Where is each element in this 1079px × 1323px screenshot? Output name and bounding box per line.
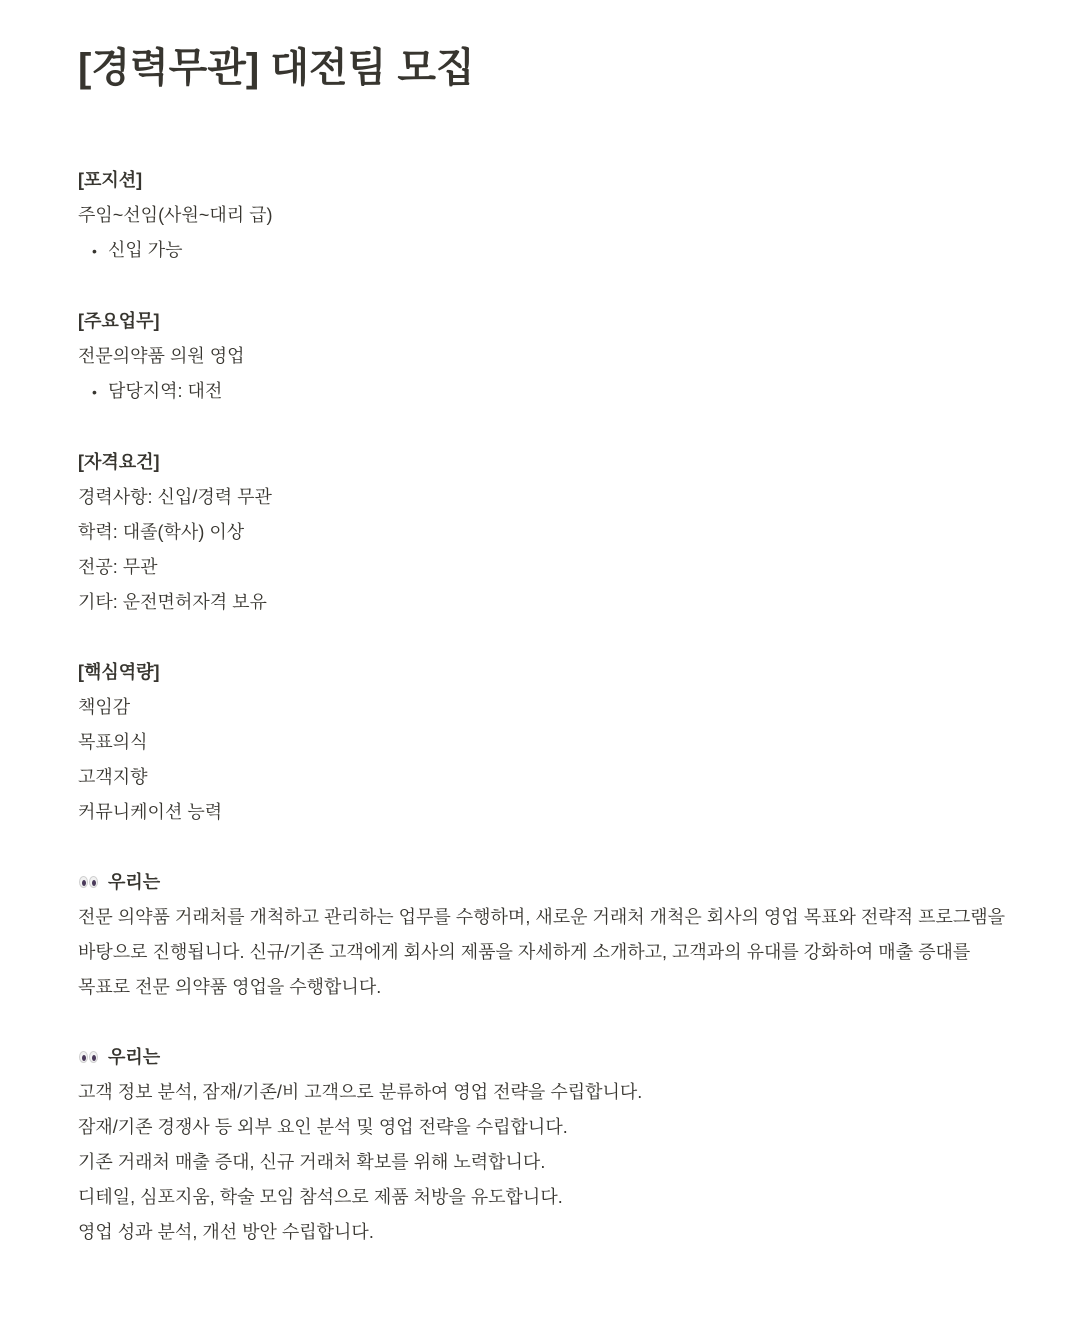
text-line: 책임감 (78, 697, 131, 717)
text-line: 잠재/기존 경쟁사 등 외부 요인 분석 및 영업 전략을 수립합니다. (78, 1117, 568, 1137)
section-competencies (78, 655, 1013, 830)
section-position (78, 163, 1013, 269)
page-title: [경력무관] 대전팀 모집 (78, 46, 475, 90)
about-paragraph: 전문 의약품 거래처를 개척하고 관리하는 업무를 수행하며, 새로운 거래처 개척은 회사의 영업 목표와 전략적 프로그램을 바탕으로 진행됩니다. 신규/기존 고객에게 회사의 제품을 자세하게 소개하고, 고객과의 유대를 강화하여 매출 증대를 목표로 전문 의약품 영업을 수행합니다. (78, 907, 1006, 997)
bullet-item (78, 374, 1013, 410)
text-line: 학력: 대졸(학사) 이상 (78, 522, 245, 542)
bullet-text: 담당지역: 대전 (108, 381, 223, 401)
text-line: 목표의식 (78, 732, 148, 752)
text-line: 고객지향 (78, 767, 148, 787)
section-heading: [핵심역량] (78, 662, 160, 682)
eyes-emoji-icon (78, 875, 100, 889)
section-heading: [주요업무] (78, 311, 160, 331)
section-heading: [포지션] (78, 170, 143, 190)
heading-text: 우리는 (108, 1047, 161, 1067)
bullet-item (78, 233, 1013, 269)
section-duties (78, 304, 1013, 410)
section-requirements (78, 445, 1013, 620)
heading-text: 우리는 (108, 872, 161, 892)
text-line: 디테일, 심포지움, 학술 모임 참석으로 제품 처방을 유도합니다. (78, 1187, 563, 1207)
bullet-icon: • (92, 243, 97, 259)
text-line: 전공: 무관 (78, 557, 158, 577)
posting-content (78, 163, 1013, 1285)
bullet-icon: • (92, 384, 97, 400)
text-line: 고객 정보 분석, 잠재/기존/비 고객으로 분류하여 영업 전략을 수립합니다. (78, 1082, 643, 1102)
text-line: 전문의약품 의원 영업 (78, 346, 245, 366)
eyes-emoji-icon (78, 1050, 100, 1064)
text-line: 경력사항: 신입/경력 무관 (78, 487, 272, 507)
text-line: 영업 성과 분석, 개선 방안 수립합니다. (78, 1222, 374, 1242)
bullet-text: 신입 가능 (108, 240, 183, 260)
section-about-1 (78, 865, 1013, 1005)
section-about-2 (78, 1040, 1013, 1250)
section-heading (78, 865, 1013, 900)
section-heading: [자격요건] (78, 452, 160, 472)
text-line: 기존 거래처 매출 증대, 신규 거래처 확보를 위해 노력합니다. (78, 1152, 546, 1172)
text-line: 주임~선임(사원~대리 급) (78, 205, 273, 225)
text-line: 기타: 운전면허자격 보유 (78, 592, 267, 612)
text-line: 커뮤니케이션 능력 (78, 802, 223, 822)
section-heading (78, 1040, 1013, 1075)
